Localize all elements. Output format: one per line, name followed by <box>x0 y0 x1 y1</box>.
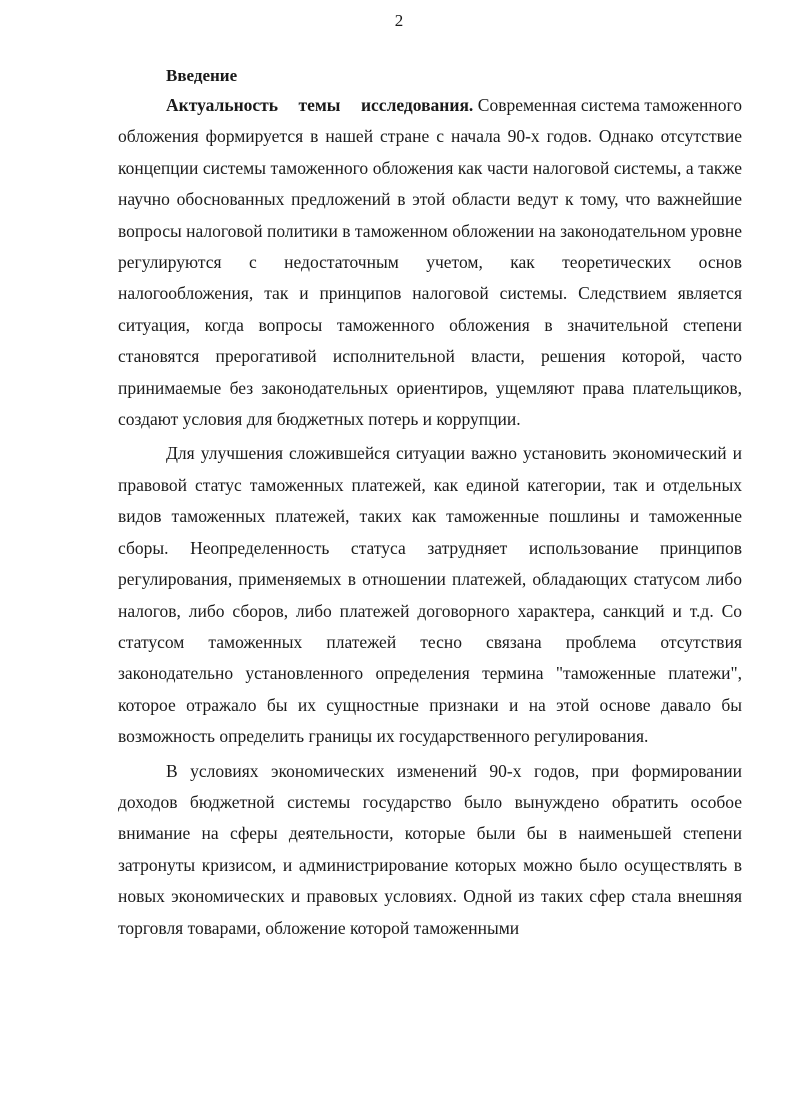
paragraph-lead: Актуальность темы исследования. <box>166 95 474 115</box>
section-heading: Введение <box>166 66 238 85</box>
body-text <box>118 90 742 944</box>
page-number: 2 <box>394 11 404 30</box>
paragraph-text: Современная система таможенного обложения формируется в нашей стране с начала 90-х годов. Однако отсутствие концепции системы таможенного обложения как части налоговой системы, а также научно обоснованных предложений в этой области ведут к тому, что важнейшие вопросы налоговой политики в таможенном обложении на законодательном уровне регулируются с недостаточным учетом, как теоретических основ налогообложения, так и принципов налоговой системы. Следствием является ситуация, когда вопросы таможенного обложения в значительной степени становятся прерогативой исполнительной власти, решения которой, часто принимаемые без законодательных ориентиров, ущемляют права плательщиков, создают условия для бюджетных потерь и коррупции. <box>118 95 742 430</box>
paragraph-relevance <box>118 90 742 435</box>
paragraph-status: Для улучшения сложившейся ситуации важно установить экономический и правовой статус таможенных платежей, как единой категории, так и отдельных видов таможенных платежей, таких как таможенные пошлины и таможенные сборы. Неопределенность статуса затрудняет использование принципов регулирования, применяемых в отношении платежей, обладающих статусом либо налогов, либо сборов, либо платежей договорного характера, санкций и т.д. Со статусом таможенных платежей тесно связана проблема отсутствия законодательно установленного определения термина "таможенные платежи", которое отражало бы их сущностные признаки и на этой основе давало бы возможность определить границы их государственного регулирования. <box>118 443 742 747</box>
paragraph-conditions: В условиях экономических изменений 90-х годов, при формировании доходов бюджетной системы государство было вынуждено обратить особое внимание на сферы деятельности, которые были бы в наименьшей степени затронуты кризисом, и администрирование которых можно было осуществлять в новых экономических и правовых условиях. Одной из таких сфер стала внешняя торговля товарами, обложение которой таможенными <box>118 760 742 938</box>
